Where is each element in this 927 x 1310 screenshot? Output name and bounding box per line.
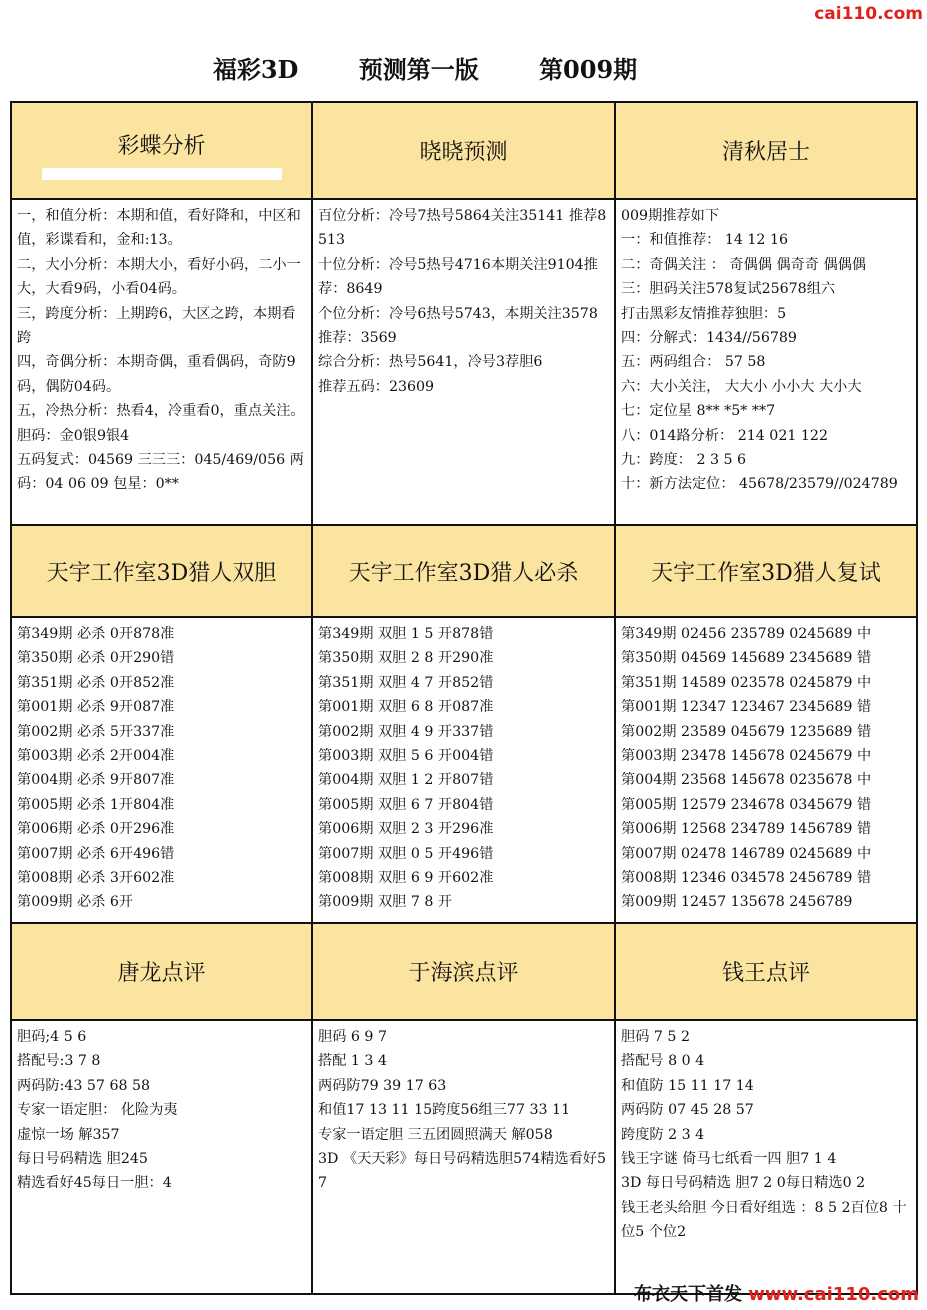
- bisha-line: 第007期 双胆 0 5 开496错: [318, 845, 494, 862]
- qingqiu-line: 八：014路分析： 214 021 122: [621, 427, 828, 444]
- qianwang-header: 钱王点评: [615, 923, 917, 1020]
- bisha-line: 第008期 双胆 6 9 开602准: [318, 870, 494, 887]
- bisha-line: 第002期 双胆 4 9 开337错: [318, 723, 494, 740]
- footer-text: 布衣天下首发: [633, 1284, 742, 1305]
- caidie-line: 三，跨度分析：上期跨6，大区之跨，本期看跨: [17, 305, 296, 347]
- shuangdan-line: 第009期 必杀 6开: [17, 894, 134, 911]
- xiaoxiao-body: [312, 199, 615, 525]
- shuangdan-line: 第008期 必杀 3开602准: [17, 870, 175, 887]
- bisha-line: 第009期 双胆 7 8 开: [318, 894, 453, 911]
- shuangdan-line: 第001期 必杀 9开087准: [17, 699, 175, 716]
- title-issue: 第009期: [539, 55, 638, 84]
- xiaoxiao-line: 综合分析：热号5641，冷号3荐胆6: [318, 354, 543, 371]
- tanglong-line: 专家一语定胆： 化险为夷: [17, 1102, 178, 1119]
- shuangdan-line: 第350期 必杀 0开290错: [17, 650, 175, 667]
- shuangdan-line: 第007期 必杀 6开496错: [17, 845, 175, 862]
- qingqiu-line: 十：新方法定位： 45678/23579//024789: [621, 476, 898, 493]
- qingqiu-line: 六：大小关注， 大大小 小小大 大小大: [621, 378, 862, 395]
- qingqiu-line: 一：和值推荐： 14 12 16: [621, 232, 789, 249]
- bisha-line: 第001期 双胆 6 8 开087准: [318, 699, 494, 716]
- qianwang-line: 跨度防 2 3 4: [621, 1126, 705, 1143]
- fushi-header: 天宇工作室3D猎人复试: [615, 525, 917, 617]
- tanglong-header: 唐龙点评: [11, 923, 312, 1020]
- fushi-line: 第004期 23568 145678 0235678 中: [621, 772, 872, 789]
- fushi-line: 第351期 14589 023578 0245879 中: [621, 674, 872, 691]
- tanglong-line: 两码防:43 57 68 58: [17, 1077, 151, 1094]
- redaction-bar: [42, 168, 282, 180]
- qianwang-line: 3D 每日号码精选 胆7 2 0每日精选0 2: [621, 1175, 866, 1192]
- xiaoxiao-line: 推荐五码：23609: [318, 378, 435, 395]
- fushi-line: 第350期 04569 145689 2345689 错: [621, 650, 872, 667]
- xiaoxiao-line: 十位分析：冷号5热号4716本期关注9104推荐：8649: [318, 256, 598, 298]
- xiaoxiao-line: 百位分析：冷号7热号5864关注35141 推荐8513: [318, 208, 607, 249]
- tanglong-line: 精选看好45每日一胆：4: [17, 1175, 172, 1192]
- caidie-header: [11, 102, 312, 199]
- bisha-line: 第003期 双胆 5 6 开004错: [318, 748, 494, 765]
- shuangdan-line: 第003期 必杀 2开004准: [17, 748, 175, 765]
- qianwang-line: 和值防 15 11 17 14: [621, 1077, 754, 1094]
- fushi-body: [615, 617, 917, 923]
- bisha-line: 第005期 双胆 6 7 开804错: [318, 796, 494, 813]
- yuhaibin-body: [312, 1020, 615, 1294]
- page-title: [0, 50, 850, 85]
- caidie-header-text: 彩蝶分析: [117, 134, 206, 159]
- xiaoxiao-line: 个位分析：冷号6热号5743，本期关注3578 推荐：3569: [318, 305, 598, 347]
- fushi-line: 第009期 12457 135678 2456789: [621, 894, 853, 911]
- shuangdan-header: 天宇工作室3D猎人双胆: [11, 525, 312, 617]
- prediction-grid: [10, 101, 918, 1295]
- yuhaibin-line: 3D 《天天彩》每日号码精选胆574精选看好57: [318, 1151, 607, 1192]
- caidie-body: [11, 199, 312, 525]
- tanglong-body: [11, 1020, 312, 1294]
- yuhaibin-line: 和值17 13 11 15跨度56组三77 33 11: [318, 1102, 571, 1119]
- qingqiu-header: 清秋居士: [615, 102, 917, 199]
- shuangdan-line: 第006期 必杀 0开296准: [17, 821, 175, 838]
- caidie-line: 二，大小分析：本期大小，看好小码，二小一大，大看9码，小看04码。: [17, 256, 301, 298]
- tanglong-line: 虚惊一场 解357: [17, 1126, 120, 1143]
- fushi-line: 第001期 12347 123467 2345689 错: [621, 699, 872, 716]
- fushi-line: 第349期 02456 235789 0245689 中: [621, 626, 872, 642]
- yuhaibin-line: 胆码 6 9 7: [318, 1029, 387, 1045]
- qianwang-line: 搭配号 8 0 4: [621, 1053, 705, 1070]
- bisha-line: 第006期 双胆 2 3 开296准: [318, 821, 494, 838]
- qingqiu-line: 二：奇偶关注 ： 奇偶偶 偶奇奇 偶偶偶: [621, 256, 867, 273]
- yuhaibin-line: 专家一语定胆 三五团圆照满天 解058: [318, 1126, 553, 1143]
- yuhaibin-header: 于海滨点评: [312, 923, 615, 1020]
- title-edition: 预测第一版: [358, 55, 479, 84]
- qingqiu-body: [615, 199, 917, 525]
- shuangdan-line: 第002期 必杀 5开337准: [17, 723, 175, 740]
- qianwang-line: 钱王老头给胆 今日看好组选 ：8 5 2百位8 十位5 个位2: [621, 1199, 907, 1241]
- fushi-line: 第007期 02478 146789 0245689 中: [621, 845, 872, 862]
- qingqiu-line: 打击黑彩友情推荐独胆：5: [621, 305, 787, 322]
- yuhaibin-line: 两码防79 39 17 63: [318, 1077, 447, 1094]
- yuhaibin-line: 搭配 1 3 4: [318, 1053, 387, 1070]
- fushi-line: 第002期 23589 045679 1235689 错: [621, 723, 872, 740]
- bisha-line: 第004期 双胆 1 2 开807错: [318, 772, 494, 789]
- bisha-line: 第349期 双胆 1 5 开878错: [318, 626, 494, 642]
- qingqiu-line: 009期推荐如下: [621, 208, 720, 224]
- qianwang-line: 胆码 7 5 2: [621, 1029, 690, 1045]
- caidie-line: 五，冷热分析：热看4，冷重看0，重点关注。 胆码：金0银9银4: [17, 403, 305, 444]
- title-lottery: 福彩3D: [212, 55, 299, 84]
- shuangdan-line: 第349期 必杀 0开878准: [17, 626, 175, 642]
- bisha-line: 第351期 双胆 4 7 开852错: [318, 674, 494, 691]
- tanglong-line: 每日号码精选 胆245: [17, 1151, 148, 1168]
- site-watermark: cai110.com: [814, 4, 923, 24]
- shuangdan-line: 第004期 必杀 9开807准: [17, 772, 175, 789]
- bisha-body: [312, 617, 615, 923]
- qianwang-line: 两码防 07 45 28 57: [621, 1102, 754, 1119]
- shuangdan-line: 第351期 必杀 0开852准: [17, 674, 175, 691]
- xiaoxiao-header: 晓晓预测: [312, 102, 615, 199]
- caidie-line: 四，奇偶分析：本期奇偶，重看偶码，奇防9码，偶防04码。: [17, 354, 296, 395]
- fushi-line: 第008期 12346 034578 2456789 错: [621, 870, 872, 887]
- qingqiu-line: 七：定位星 8** *5* **7: [621, 403, 776, 420]
- qianwang-line: 钱王字谜 倚马七纸看一四 胆7 1 4: [621, 1151, 837, 1168]
- footer-site: www.cai110.com: [748, 1284, 919, 1305]
- caidie-line: 五码复式：04569 三三三：045/469/056 两码：04 06 09 包星：0**: [17, 452, 304, 493]
- fushi-line: 第003期 23478 145678 0245679 中: [621, 748, 872, 765]
- fushi-line: 第006期 12568 234789 1456789 错: [621, 821, 872, 838]
- tanglong-line: 搭配号:3 7 8: [17, 1053, 101, 1070]
- footer-banner: [634, 1280, 919, 1306]
- qingqiu-line: 四：分解式：1434//56789: [621, 330, 797, 347]
- fushi-line: 第005期 12579 234678 0345679 错: [621, 796, 872, 813]
- qianwang-body: [615, 1020, 917, 1294]
- shuangdan-body: [11, 617, 312, 923]
- qingqiu-line: 五：两码组合： 57 58: [621, 354, 766, 371]
- caidie-line: 一，和值分析：本期和值，看好降和，中区和值，彩谍看和，金和:13。: [17, 208, 301, 249]
- qingqiu-line: 三：胆码关注578复试25678组六: [621, 281, 836, 298]
- bisha-line: 第350期 双胆 2 8 开290准: [318, 650, 494, 667]
- shuangdan-line: 第005期 必杀 1开804准: [17, 796, 175, 813]
- bisha-header: 天宇工作室3D猎人必杀: [312, 525, 615, 617]
- qingqiu-line: 九：跨度： 2 3 5 6: [621, 452, 747, 469]
- tanglong-line: 胆码;4 5 6: [17, 1029, 87, 1045]
